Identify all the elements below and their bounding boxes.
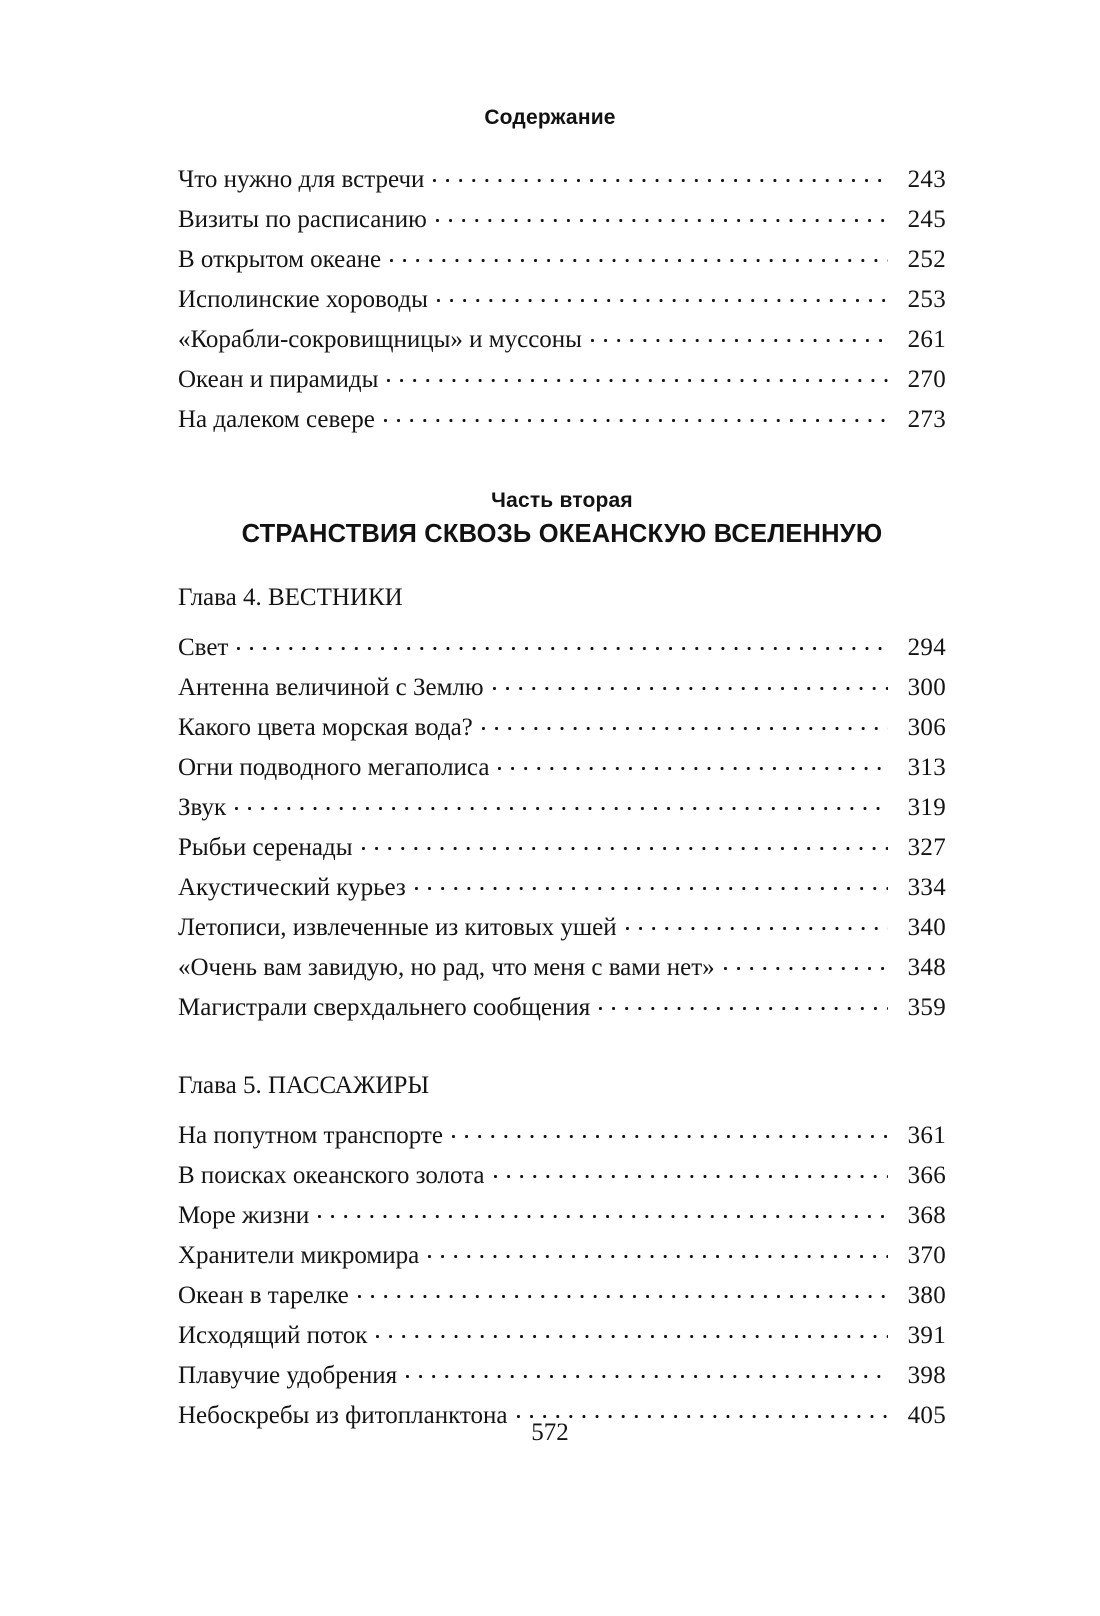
toc-entry[interactable] xyxy=(178,748,946,788)
toc-entry[interactable] xyxy=(178,788,946,828)
dot-leader xyxy=(376,1318,888,1343)
toc-entry-page-number: 294 xyxy=(907,634,946,661)
toc-entry-page-number: 398 xyxy=(907,1362,946,1389)
toc-entry-title: «Корабли-сокровищницы» и муссоны xyxy=(178,326,582,353)
toc-entry-title: Что нужно для встречи xyxy=(178,166,425,193)
toc-entry-title: Какого цвета морская вода? xyxy=(178,714,473,741)
toc-entry-title: Огни подводного мегаполиса xyxy=(178,754,490,781)
part-heading xyxy=(178,486,946,552)
toc-entry-title: Плавучие удобрения xyxy=(178,1362,398,1389)
dot-leader xyxy=(493,670,888,695)
toc-entry-title: Антенна величиной с Землю xyxy=(178,674,484,701)
toc-entry[interactable] xyxy=(178,160,946,200)
dot-leader xyxy=(318,1198,888,1223)
toc-entry-title: Океан и пирамиды xyxy=(178,366,379,393)
toc-entry[interactable] xyxy=(178,988,946,1028)
part-kicker: Часть вторая xyxy=(491,489,633,512)
toc-entry[interactable] xyxy=(178,828,946,868)
toc-entry-title: Рыбьи серенады xyxy=(178,834,353,861)
dot-leader xyxy=(406,1358,888,1383)
toc-entry[interactable] xyxy=(178,1356,946,1396)
toc-entry-page-number: 361 xyxy=(907,1122,946,1149)
dot-leader xyxy=(428,1238,888,1263)
toc-entry[interactable] xyxy=(178,908,946,948)
toc-entry[interactable] xyxy=(178,668,946,708)
dot-leader xyxy=(362,830,888,855)
dot-leader xyxy=(390,242,888,267)
toc-entry-title: Хранители микромира xyxy=(178,1242,420,1269)
toc-entry-title: В открытом океане xyxy=(178,246,382,273)
toc-entry-title: В поисках океанского золота xyxy=(178,1162,485,1189)
spacer xyxy=(178,1028,946,1066)
toc-entry[interactable] xyxy=(178,280,946,320)
toc-entry[interactable] xyxy=(178,1276,946,1316)
toc-entry[interactable] xyxy=(178,360,946,400)
toc-entry[interactable] xyxy=(178,240,946,280)
toc-entry-title: «Очень вам завидую, но рад, что меня с вами нет» xyxy=(178,954,715,981)
dot-leader xyxy=(494,1158,888,1183)
toc-entry-page-number: 405 xyxy=(907,1402,946,1429)
toc-entry-page-number: 245 xyxy=(907,206,946,233)
toc-entry-page-number: 348 xyxy=(907,954,946,981)
toc-entry-title: Летописи, извлеченные из китовых ушей xyxy=(178,914,617,941)
chapter-heading: Глава 4. ВЕСТНИКИ xyxy=(178,584,403,611)
toc-entry-page-number: 319 xyxy=(907,794,946,821)
toc-entry-page-number: 359 xyxy=(907,994,946,1021)
dot-leader xyxy=(384,402,888,427)
toc-entry-page-number: 261 xyxy=(907,326,946,353)
dot-leader xyxy=(415,870,888,895)
toc-entry-page-number: 273 xyxy=(907,406,946,433)
toc-entry[interactable] xyxy=(178,868,946,908)
dot-leader xyxy=(237,630,888,655)
toc-entry-title: Акустический курьез xyxy=(178,874,406,901)
toc-entry-page-number: 366 xyxy=(907,1162,946,1189)
dot-leader xyxy=(437,282,888,307)
toc-entry[interactable] xyxy=(178,1196,946,1236)
toc-entry[interactable] xyxy=(178,400,946,440)
toc-entry-title: Небоскребы из фитопланктона xyxy=(178,1402,508,1429)
toc-entry-title: На попутном транспорте xyxy=(178,1122,443,1149)
part-title: СТРАНСТВИЯ СКВОЗЬ ОКЕАНСКУЮ ВСЕЛЕННУЮ xyxy=(241,520,883,548)
toc-entry-title: Магистрали сверхдальнего сообщения xyxy=(178,994,591,1021)
spacer xyxy=(178,618,946,628)
toc-entry[interactable] xyxy=(178,200,946,240)
running-head: Содержание xyxy=(484,106,616,129)
toc-entry[interactable] xyxy=(178,1236,946,1276)
spacer xyxy=(178,440,946,486)
dot-leader xyxy=(436,202,888,227)
dot-leader xyxy=(626,910,888,935)
toc-entry-page-number: 313 xyxy=(907,754,946,781)
toc-entry[interactable] xyxy=(178,708,946,748)
toc-entry[interactable] xyxy=(178,948,946,988)
toc-entry-page-number: 368 xyxy=(907,1202,946,1229)
toc-entry-title: Звук xyxy=(178,794,227,821)
toc-entry-page-number: 370 xyxy=(907,1242,946,1269)
toc-entry-page-number: 300 xyxy=(907,674,946,701)
toc-entry-page-number: 391 xyxy=(907,1322,946,1349)
dot-leader xyxy=(599,990,888,1015)
toc-entry-page-number: 270 xyxy=(907,366,946,393)
toc-body xyxy=(178,160,946,1436)
toc-entry-title: Исполинские хороводы xyxy=(178,286,428,313)
toc-entry-page-number: 306 xyxy=(907,714,946,741)
toc-entry[interactable] xyxy=(178,628,946,668)
spacer xyxy=(178,552,946,578)
toc-entry-page-number: 334 xyxy=(907,874,946,901)
dot-leader xyxy=(591,322,888,347)
dot-leader xyxy=(452,1118,888,1143)
toc-entry-title: Свет xyxy=(178,634,229,661)
toc-entry[interactable] xyxy=(178,1156,946,1196)
dot-leader xyxy=(482,710,888,735)
folio-page-number: 572 xyxy=(531,1419,569,1446)
dot-leader xyxy=(724,950,888,975)
toc-entry-title: Океан в тарелке xyxy=(178,1282,349,1309)
dot-leader xyxy=(387,362,888,387)
toc-entry[interactable] xyxy=(178,1116,946,1156)
dot-leader xyxy=(235,790,888,815)
toc-entry-page-number: 243 xyxy=(907,166,946,193)
toc-entry-title: Визиты по расписанию xyxy=(178,206,427,233)
toc-entry-title: На далеком севере xyxy=(178,406,375,433)
dot-leader xyxy=(433,162,888,187)
spacer xyxy=(178,1106,946,1116)
toc-entry-page-number: 252 xyxy=(907,246,946,273)
toc-entry-page-number: 340 xyxy=(907,914,946,941)
dot-leader xyxy=(358,1278,888,1303)
toc-entry-title: Море жизни xyxy=(178,1202,310,1229)
toc-entry-page-number: 380 xyxy=(907,1282,946,1309)
toc-entry-title: Исходящий поток xyxy=(178,1322,368,1349)
toc-entry-page-number: 327 xyxy=(907,834,946,861)
dot-leader xyxy=(498,750,888,775)
toc-entry[interactable] xyxy=(178,1316,946,1356)
chapter-heading: Глава 5. ПАССАЖИРЫ xyxy=(178,1072,430,1099)
toc-entry[interactable] xyxy=(178,320,946,360)
toc-entry-page-number: 253 xyxy=(907,286,946,313)
